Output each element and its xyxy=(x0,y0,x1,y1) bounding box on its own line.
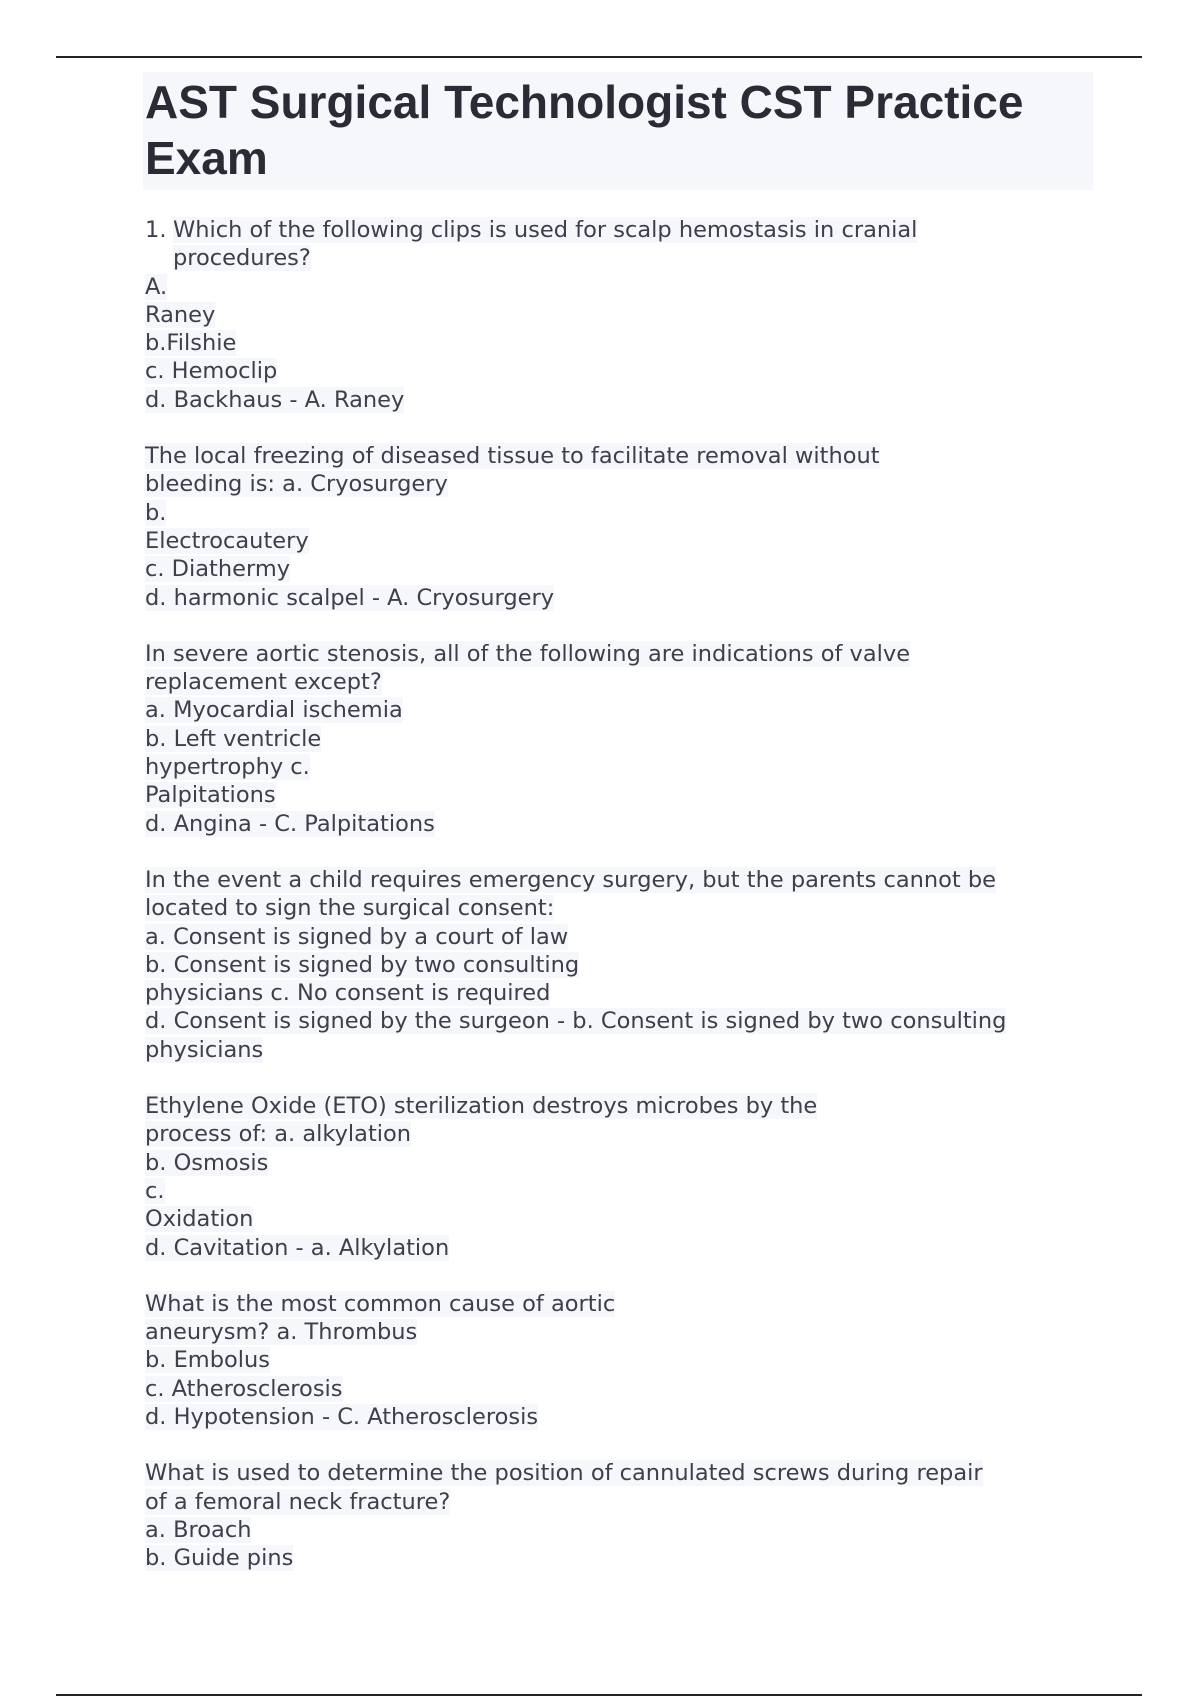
answer-line: Oxidation xyxy=(145,1206,254,1233)
answer-line: Palpitations xyxy=(145,782,276,809)
bottom-rule xyxy=(56,1694,1142,1696)
answer-line: d. Hypotension - C. Atherosclerosis xyxy=(145,1403,539,1430)
answer-line: d. Backhaus - A. Raney xyxy=(145,386,405,413)
answer-line: Raney xyxy=(145,301,216,328)
answer-line: d. Angina - C. Palpitations xyxy=(145,810,435,837)
answer-line: c. Atherosclerosis xyxy=(145,1375,343,1402)
question-6 xyxy=(145,1290,1093,1431)
answer-line: b. Left ventricle xyxy=(145,725,322,752)
answer-line: Electrocautery xyxy=(145,527,309,554)
answer-line: d. harmonic scalpel - A. Cryosurgery xyxy=(145,584,555,611)
answer-line: A. xyxy=(145,273,168,300)
answer-line: physicians xyxy=(145,1036,264,1063)
question-line: The local freezing of diseased tissue to facilitate removal without xyxy=(145,443,880,470)
question-line: In severe aortic stenosis, all of the following are indications of valve xyxy=(145,640,911,667)
answer-line: b. Consent is signed by two consulting xyxy=(145,951,580,978)
document-page xyxy=(143,72,1093,1600)
answer-line: b.Filshie xyxy=(145,330,237,357)
question-line: What is used to determine the position of cannulated screws during repair xyxy=(145,1460,983,1487)
question-line: of a femoral neck fracture? xyxy=(145,1488,451,1515)
question-line: In the event a child requires emergency surgery, but the parents cannot be xyxy=(145,866,997,893)
answer-line: c. xyxy=(145,1177,165,1204)
question-5 xyxy=(145,1092,1093,1262)
document-title: AST Surgical Technologist CST Practice Exam xyxy=(145,76,1024,184)
question-7 xyxy=(145,1459,1093,1572)
answer-line: b. Embolus xyxy=(145,1347,271,1374)
answer-line: hypertrophy c. xyxy=(145,754,310,781)
answer-line: b. Osmosis xyxy=(145,1149,269,1176)
answer-line: c. Hemoclip xyxy=(145,358,278,385)
answer-line: d. Consent is signed by the surgeon - b. Consent is signed by two consulting xyxy=(145,1008,1007,1035)
answer-line: a. Consent is signed by a court of law xyxy=(145,923,569,950)
question-4 xyxy=(145,866,1093,1064)
question-line: replacement except? xyxy=(145,669,382,696)
top-rule xyxy=(56,56,1142,58)
answer-line: b. Guide pins xyxy=(145,1545,294,1572)
question-1 xyxy=(145,216,1093,414)
question-line: located to sign the surgical consent: xyxy=(145,895,555,922)
title-block xyxy=(143,72,1093,190)
answer-line: a. Myocardial ischemia xyxy=(145,697,403,724)
answer-line: d. Cavitation - a. Alkylation xyxy=(145,1234,450,1261)
question-line: bleeding is: a. Cryosurgery xyxy=(145,471,448,498)
question-line: process of: a. alkylation xyxy=(145,1121,412,1148)
question-stem xyxy=(145,216,1093,273)
stem-line: Which of the following clips is used for scalp hemostasis in cranial xyxy=(173,217,918,243)
question-3 xyxy=(145,640,1093,838)
question-line: Ethylene Oxide (ETO) sterilization destroys microbes by the xyxy=(145,1093,818,1120)
answer-line: a. Broach xyxy=(145,1516,252,1543)
question-number: 1. xyxy=(145,217,167,243)
question-line: aneurysm? a. Thrombus xyxy=(145,1319,418,1346)
question-line: What is the most common cause of aortic xyxy=(145,1290,616,1317)
answer-line: physicians c. No consent is required xyxy=(145,980,551,1007)
question-2 xyxy=(145,442,1093,612)
stem-line: procedures? xyxy=(173,245,311,272)
answer-line: c. Diathermy xyxy=(145,556,291,583)
answer-line: b. xyxy=(145,499,167,526)
